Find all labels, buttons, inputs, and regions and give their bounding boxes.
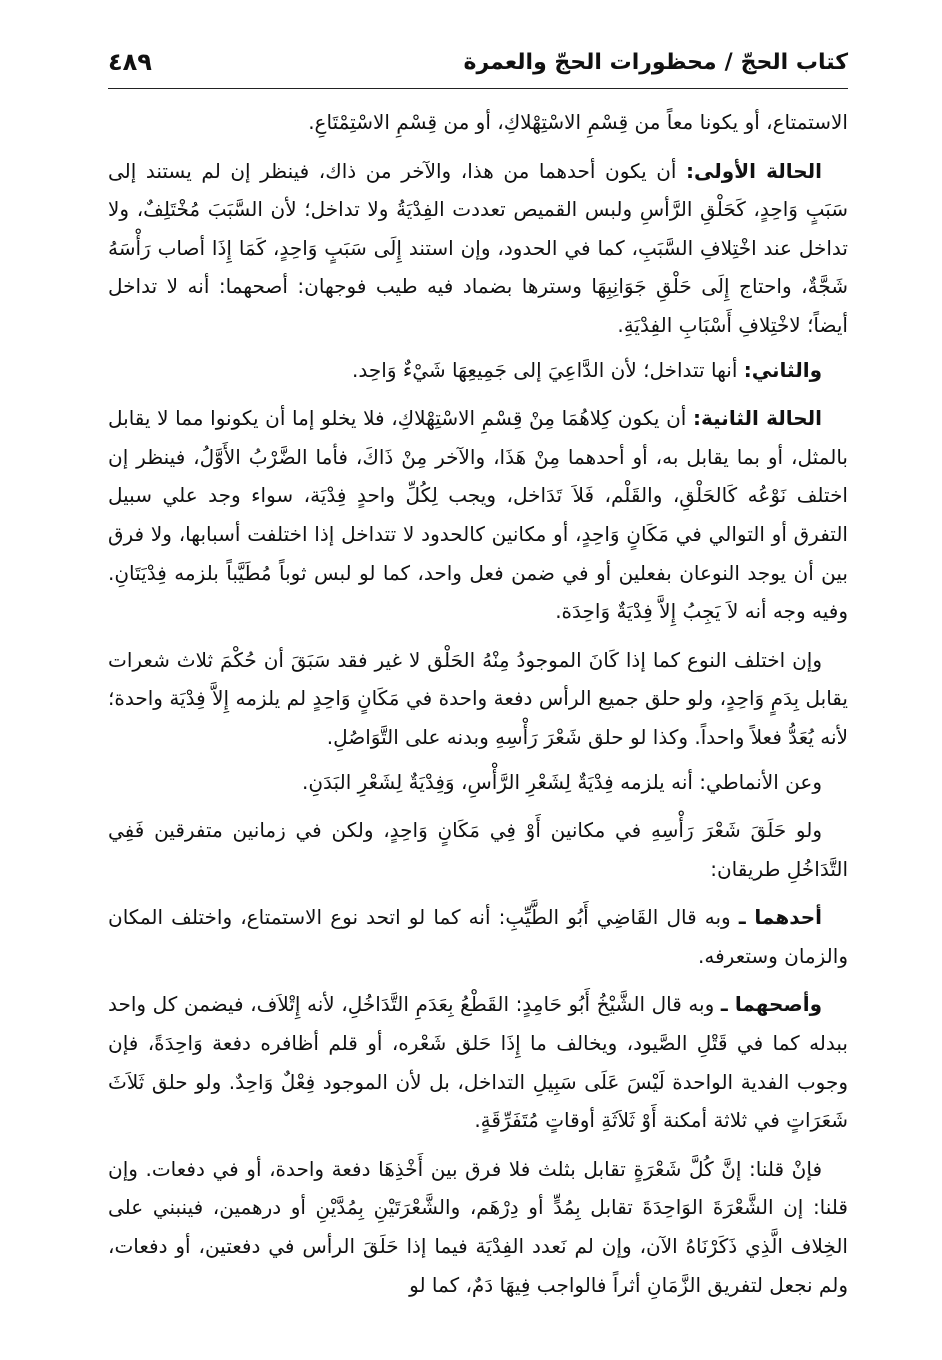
paragraph-9 — [108, 985, 848, 1139]
paragraph-text: فإنْ قلنا: إنَّ كُلَّ شَعْرَةٍ تقابل بثلث فلا فرق بين أَخْذِهَا دفعة واحدة، أو في دفعات. وإن قلنا: إن الشَّعْرَةَ الوَاحِدَةَ تقابل بِمُدٍّ أو دِرْهَم، والشَّعْرَتَيْنِ بِمُدَّيْنِ أو درهمين، فينبني على الخِلاف الَّذِي ذَكَرْنَاهُ الآن، وإن لم نَعدد الفِدْيَة فيما إذا حَلَقَ الرأس في دفعتين، أو دفعات، ولم نجعل لتفريق الزَّمَانِ أثراً فالواجب فِيهَا دَمٌ، كما لو — [108, 1156, 848, 1297]
paragraph-1 — [108, 103, 848, 142]
paragraph-10 — [108, 1150, 848, 1304]
paragraph-7 — [108, 811, 848, 888]
paragraph-text: وإن اختلف النوع كما إذا كَانَ الموجودُ مِنْهُ الحَلْق لا غير فقد سَبَقَ أن حُكْمَ ثلاث شعرات يقابل بِدَمٍ وَاحِدٍ، ولو حلق جميع الرأس دفعة واحدة في مَكَانٍ وَاحِدٍ لم يلزمه إِلاَّ فِدْيَة واحدة؛ لأنه يُعَدُّ فعلاً واحداً. وكذا لو حلق شَعْرَ رَأْسِهِ وبدنه على التَّوَاصُلِ. — [108, 647, 848, 749]
paragraph-text: أن يكون أحدهما من هذا، والآخر من ذاك، فينظر إن لم يستند إلى سَبَبٍ وَاحِدٍ، كَحَلْقِ الرَّأسِ ولبس القميص تعددت الفِدْيَةُ ولا تداخل؛ لأن السَّبَبَ مُخْتَلِفٌ، ولا تداخل عند اخْتِلافِ السَّبَبِ، كما في الحدود، وإن استند إِلَى سَبَبٍ وَاحِدٍ، كَمَا إِذَا أصاب رَأْسَهُ شَجَّةٌ، واحتاج إِلَى حَلْقِ جَوَانِبِهَا وسترها بضماد فيه طيب فوجهان: أصحهما: أنه لا تداخل أيضاً؛ لاخْتِلافِ أَسْبَابِ الفِدْيَةِ. — [108, 158, 848, 337]
paragraph-text: أنها تتداخل؛ لأن الدَّاعِيَ إلى جَمِيعِهَا شَيْءٌ وَاحِد. — [352, 357, 738, 382]
paragraph-lead: الحالة الثانية: — [693, 406, 823, 431]
paragraph-text: وبه قال الشَّيْخُ أَبُو حَامِدٍ: القَطْعُ بِعَدَمِ التَّدَاخُلِ، لأنه إِتْلاَف، فيضمن كل واحد ببدله كما في قَتْلِ الصَّيود، ويخالف ما إِذَا حَلق شَعْره، أو قلم أظافره دفعة وَاحِدَةً، فإن وجوب الفدية الواحدة لَيْسَ عَلَى سَبِيلِ التداخل، بل لأن الموجود فِعْلٌ وَاحِدٌ. ولو حلق ثَلاَثَ شَعَرَاتٍ في ثلاثة أمكنة أَوْ ثَلاَثَةِ أوقاتٍ مُتَفَرِّقَةٍ. — [108, 992, 848, 1133]
paragraph-6 — [108, 763, 848, 802]
book-title: كتاب الحجّ — [740, 50, 848, 75]
chapter-title: محظورات الحجّ والعمرة — [463, 50, 717, 75]
paragraph-text: وبه قال القَاضِي أَبُو الطَّيِّبِ: أنه كما لو اتحد نوع الاستمتاع، واختلف المكان والزمان وستعرفه. — [108, 905, 848, 968]
paragraph-lead: الحالة الأولى: — [686, 158, 823, 183]
paragraph-text: ولو حَلَقَ شَعْرَ رَأْسِهِ في مكانين أَوْ فِي مَكَانٍ وَاحِدٍ، ولكن في زمانين متفرقين فَفِي التَّدَاخُلِ طريقان: — [108, 818, 848, 881]
paragraph-4 — [108, 399, 848, 631]
title-separator: / — [724, 50, 733, 75]
paragraph-lead: وأصحهما ـ — [720, 992, 823, 1017]
page-number: ٤٨٩ — [108, 48, 152, 76]
paragraph-lead: والثاني: — [743, 357, 822, 382]
paragraph-text: أن يكون كِلاهُمَا مِنْ قِسْمِ الاسْتِهْلاكِ، فلا يخلو إما أن يكونوا مما لا يقابل بالمثل، أو بما يقابل به، أو أحدهما مِنْ هَذَا، والآخر مِنْ ذَاكَ، فأما الضَّرْبُ الأَوَّلُ، فينظر إن اختلف نَوْعُه كَالحَلْقِ، والقَلْم، فَلاَ تَدَاخل، ويجب لِكُلِّ واحدٍ فِدْيَة، سواء وجد علي سبيل التفرق أو التوالي في مَكَانٍ وَاحِدٍ، أو مكانين كالحدود لا تتداخل إذا اختلفت أسبابها، ولا فرق بين أن يوجد النوعان بفعلين أو في ضمن فعل واحد، كما لو لبس ثوباً مُطَيَّباً بلزمه فِدْيَتَانِ. وفيه وجه أنه لاَ يَجِبُ إِلاَّ فِدْيَةٌ وَاحِدَة. — [108, 406, 848, 624]
paragraph-text: وعن الأنماطي: أنه يلزمه فِدْيَةٌ لِشَعْرِ الرَّأْسِ، وَفِدْيَةٌ لِشَعْرِ البَدَنِ. — [302, 769, 822, 794]
paragraph-8 — [108, 898, 848, 975]
running-title — [463, 50, 848, 75]
paragraph-5 — [108, 641, 848, 757]
paragraph-text: الاستمتاع، أو يكونا معاً من قِسْمِ الاسْتِهْلاكِ، أو من قِسْمِ الاسْتِمْتَاعِ. — [308, 110, 848, 134]
paragraph-3 — [108, 351, 848, 390]
body-text — [108, 103, 848, 1304]
running-header — [108, 30, 848, 89]
book-page — [108, 30, 848, 1330]
paragraph-lead: أحدهما ـ — [738, 905, 823, 930]
paragraph-2 — [108, 152, 848, 345]
